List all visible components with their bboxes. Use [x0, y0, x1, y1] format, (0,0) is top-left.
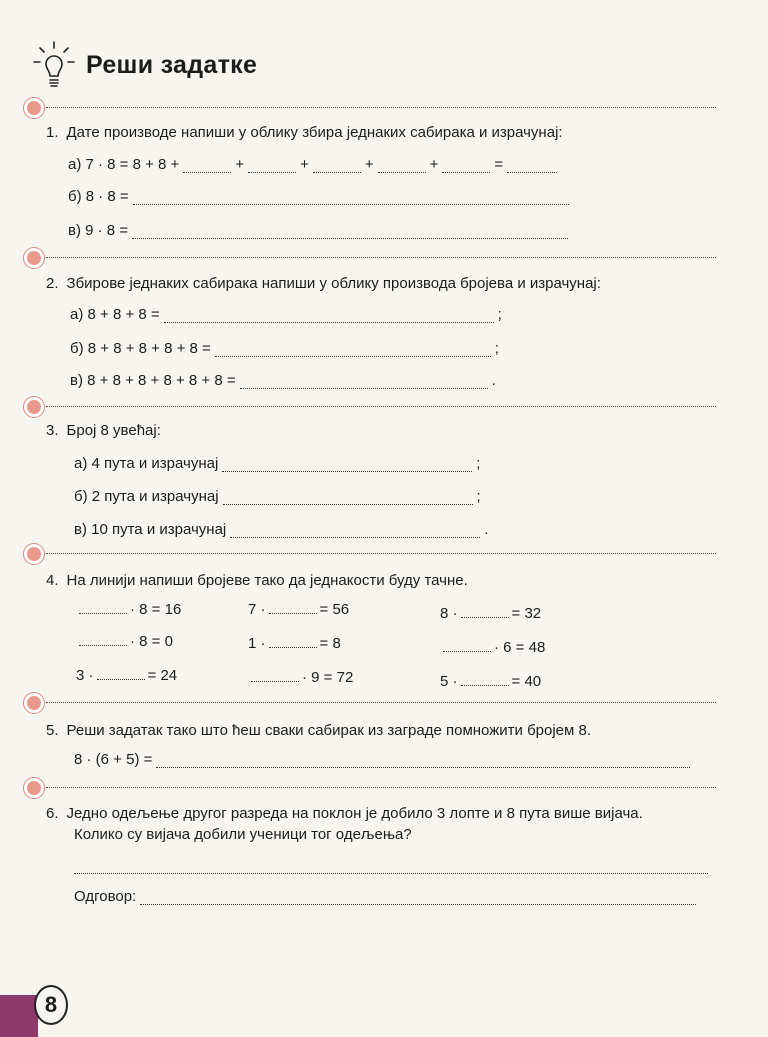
equation-text: · 8 = 0 — [130, 633, 173, 650]
task-3-v — [74, 521, 488, 538]
answer-blank[interactable] — [461, 673, 509, 686]
task-1-heading — [46, 124, 563, 141]
answer-blank[interactable] — [133, 190, 569, 205]
answer-blank[interactable] — [248, 158, 296, 173]
answer-blank[interactable] — [156, 753, 690, 768]
task-1-v — [68, 222, 572, 239]
task-5-heading — [46, 722, 591, 739]
equation-text: = 24 — [147, 667, 178, 684]
task-number: 6. — [46, 805, 59, 822]
equation-item — [248, 601, 349, 618]
punctuation: ; — [497, 306, 502, 323]
task-text: Број 8 увећај: — [66, 422, 161, 439]
task-number: 2. — [46, 275, 59, 292]
header — [32, 40, 257, 90]
equation-item — [248, 669, 353, 686]
equation-text: · 6 = 48 — [494, 639, 546, 656]
task-2-a — [70, 306, 502, 323]
answer-label: Одговор: — [74, 888, 137, 905]
answer-blank[interactable] — [507, 158, 557, 173]
equation-label: а) 8 + 8 + 8 = — [70, 306, 160, 323]
plus-sign: + — [300, 156, 309, 173]
task-3-a — [74, 455, 480, 472]
answer-blank[interactable] — [461, 605, 509, 618]
task-text: Збирове једнаких сабирака напиши у облику производа бројева и израчунај: — [66, 275, 601, 292]
task-text: Дате производе напиши у облику збира једнаких сабирака и израчунај: — [66, 124, 563, 141]
equation-text: · 9 = 72 — [302, 669, 354, 686]
equation-item — [440, 605, 541, 622]
answer-blank[interactable] — [97, 667, 145, 680]
equation-item — [76, 667, 177, 684]
equation-text: = 56 — [319, 601, 350, 618]
equation-label: в) 10 пута и израчунај — [74, 521, 227, 538]
equation-text: 1 · — [248, 635, 266, 652]
answer-blank[interactable] — [215, 342, 491, 357]
plus-sign: + — [364, 156, 374, 173]
page-title: Реши задатке — [86, 50, 258, 79]
plus-sign: + — [429, 156, 439, 173]
section-divider — [24, 693, 716, 713]
answer-blank[interactable] — [443, 639, 491, 652]
equation-item — [76, 601, 181, 618]
task-6-text-line2 — [74, 826, 412, 843]
section-divider — [24, 778, 716, 798]
task-number: 4. — [46, 572, 59, 589]
equation-item — [440, 673, 541, 690]
punctuation: ; — [476, 488, 481, 505]
answer-blank[interactable] — [79, 633, 127, 646]
equals-sign: = — [494, 156, 504, 173]
punctuation: . — [484, 521, 489, 538]
equation-text: · 8 = 16 — [130, 601, 182, 618]
equation-text: = 8 — [319, 635, 341, 652]
answer-blank[interactable] — [313, 158, 361, 173]
answer-blank[interactable] — [251, 669, 299, 682]
answer-blank[interactable] — [223, 490, 473, 505]
equation-label: б) 2 пута и израчунај — [74, 488, 219, 505]
equation-label: а) 7 · 8 = 8 + 8 + — [68, 156, 180, 173]
answer-blank[interactable] — [240, 374, 488, 389]
task-2-v — [70, 372, 496, 389]
plus-sign: + — [235, 156, 245, 173]
equation-label: в) 8 + 8 + 8 + 8 + 8 + 8 = — [70, 372, 236, 389]
answer-blank[interactable] — [269, 601, 317, 614]
task-text: Једно одељење другог разреда на поклон је добило 3 лопте и 8 пута више вијача. — [66, 805, 643, 822]
page-color-bar — [0, 995, 38, 1037]
task-text: На линији напиши бројеве тако да једнакости буду тачне. — [66, 572, 468, 589]
section-divider — [24, 98, 716, 118]
answer-blank[interactable] — [79, 601, 127, 614]
answer-blank[interactable] — [222, 457, 472, 472]
equation-text: 7 · — [248, 601, 266, 618]
punctuation: ; — [494, 340, 499, 357]
task-number: 1. — [46, 124, 59, 141]
task-number: 3. — [46, 422, 59, 439]
task-text: Колико су вијача добили ученици тог одељења? — [74, 826, 412, 843]
equation-label: в) 9 · 8 = — [68, 222, 129, 239]
equation-item — [440, 639, 545, 656]
equation-item — [248, 635, 341, 652]
punctuation: ; — [476, 455, 481, 472]
equation-label: б) 8 · 8 = — [68, 188, 129, 205]
task-2-heading — [46, 275, 601, 292]
answer-blank[interactable] — [230, 523, 480, 538]
task-6-heading — [46, 805, 643, 822]
equation-label: а) 4 пута и израчунај — [74, 455, 219, 472]
task-text: Реши задатак тако што ћеш сваки сабирак из заграде помножити бројем 8. — [66, 722, 592, 739]
task-1-a — [68, 156, 561, 173]
task-2-b — [70, 340, 499, 357]
task-5-expression — [74, 751, 694, 768]
task-3-b — [74, 488, 481, 505]
task-4-heading — [46, 572, 468, 589]
equation-text: = 40 — [511, 673, 542, 690]
equation-label: б) 8 + 8 + 8 + 8 + 8 = — [70, 340, 211, 357]
answer-blank[interactable] — [164, 308, 494, 323]
equation-item — [76, 633, 173, 650]
page-number: 8 — [34, 985, 68, 1025]
task-1-b — [68, 188, 573, 205]
section-divider — [24, 397, 716, 417]
task-number: 5. — [46, 722, 59, 739]
answer-blank[interactable] — [269, 635, 317, 648]
equation-text: 5 · — [440, 673, 458, 690]
punctuation: . — [491, 372, 496, 389]
answer-blank[interactable] — [132, 224, 568, 239]
answer-blank[interactable] — [378, 158, 426, 173]
section-divider — [24, 544, 716, 564]
task-3-heading — [46, 422, 161, 439]
lightbulb-icon — [32, 40, 76, 90]
equation-text: = 32 — [511, 605, 542, 622]
section-divider — [24, 248, 716, 268]
equation-text: 3 · — [76, 667, 94, 684]
equation-text: 8 · — [440, 605, 458, 622]
answer-line[interactable] — [74, 872, 708, 874]
answer-blank[interactable] — [140, 890, 696, 905]
task-6-answer — [74, 888, 700, 905]
answer-blank[interactable] — [442, 158, 490, 173]
equation-label: 8 · (6 + 5) = — [74, 751, 153, 768]
answer-blank[interactable] — [183, 158, 231, 173]
